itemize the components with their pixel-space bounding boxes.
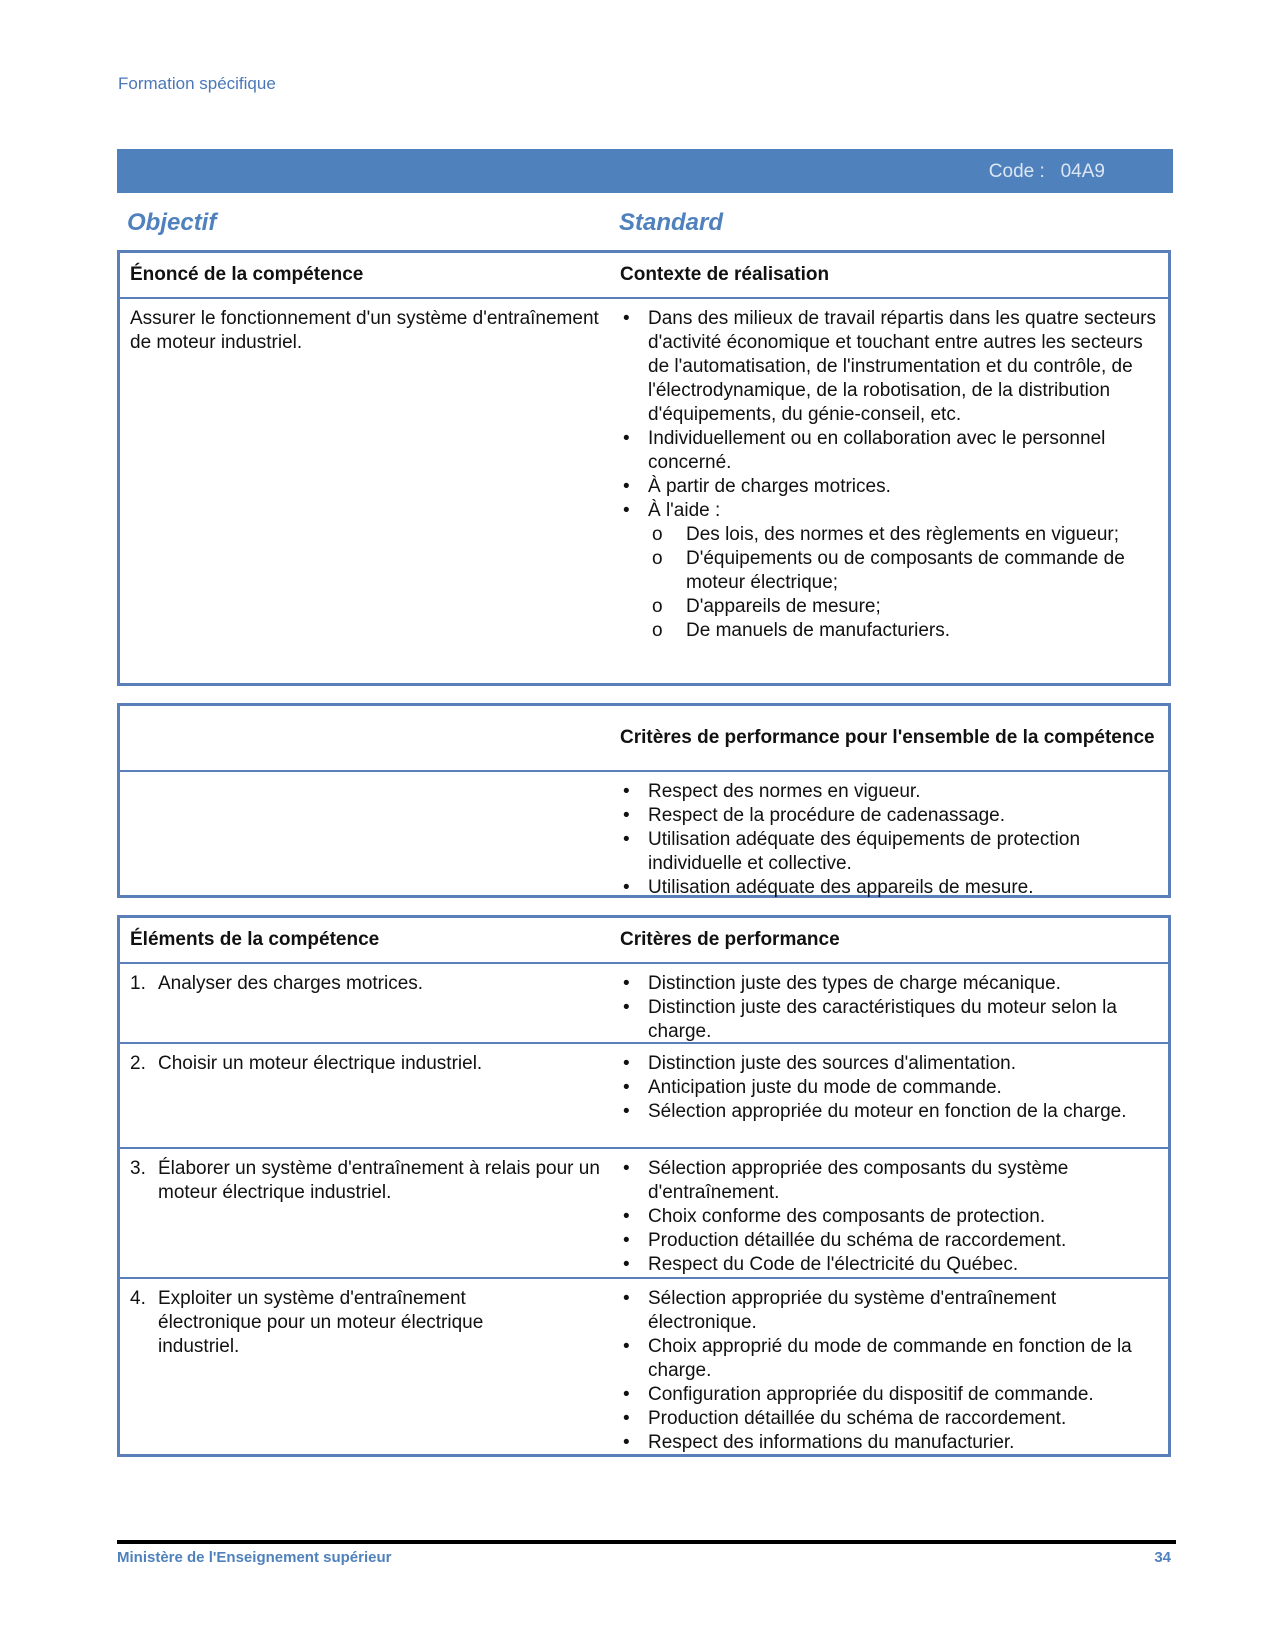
element-row [120, 1277, 1168, 1455]
context-item: • Individuellement ou en collaboration avec le personnel concerné. [620, 427, 1158, 475]
competence-body-row [120, 297, 1168, 649]
overall-criterion: • Utilisation adéquate des équipements de protection individuelle et collective. [620, 828, 1158, 876]
performance-criterion: • Production détaillée du schéma de raccordement. [620, 1407, 1158, 1431]
element-text: 2. Choisir un moteur électrique industriel. [130, 1053, 483, 1074]
performance-criterion: • Sélection appropriée du système d'entraînement électronique. [620, 1287, 1158, 1335]
code-bar [117, 149, 1173, 193]
performance-criterion: • Distinction juste des caractéristiques du moteur selon la charge. [620, 996, 1158, 1044]
element-row [120, 1147, 1168, 1277]
context-subitem: o Des lois, des normes et des règlements en vigueur; [648, 523, 1158, 547]
elements-header: Éléments de la compétence [130, 929, 380, 950]
performance-criterion: • Anticipation juste du mode de commande. [620, 1076, 1158, 1100]
context-subitem: o D'équipements ou de composants de commande de moteur électrique; [648, 547, 1158, 595]
statement-header: Énoncé de la compétence [130, 264, 364, 285]
performance-criterion: • Choix conforme des composants de protection. [620, 1205, 1158, 1229]
competency-code: Code : 04A9 [988, 161, 1105, 182]
performance-criterion: • Distinction juste des types de charge mécanique. [620, 972, 1158, 996]
overall-criteria-header-row [120, 706, 1168, 770]
competence-statement: Assurer le fonctionnement d'un système d'entraînement de moteur industriel. [130, 308, 599, 353]
elements-header-row [120, 918, 1168, 962]
section-standard: Standard [619, 209, 724, 236]
performance-criterion: • Choix approprié du mode de commande en fonction de la charge. [620, 1335, 1158, 1383]
overall-criteria-header: Critères de performance pour l'ensemble de la compétence [620, 727, 1155, 748]
context-item: • À partir de charges motrices. [620, 475, 1158, 499]
performance-criterion: • Respect des informations du manufacturier. [620, 1431, 1158, 1455]
element-text: 4. Exploiter un système d'entraînement électronique pour un moteur électrique industriel. [130, 1288, 484, 1357]
performance-header: Critères de performance [620, 929, 840, 950]
elements-table [117, 915, 1171, 1457]
context-item-label: À l'aide : [648, 500, 721, 521]
element-text: 3. Élaborer un système d'entraînement à relais pour un moteur électrique industriel. [130, 1158, 600, 1203]
footer-ministry: Ministère de l'Enseignement supérieur [117, 1549, 392, 1566]
page-number: 34 [1154, 1549, 1171, 1566]
context-list [620, 307, 1168, 643]
section-objectif: Objectif [127, 209, 217, 236]
context-sublist [648, 523, 1158, 643]
overall-criteria-table [117, 703, 1171, 898]
overall-criterion: • Utilisation adéquate des appareils de mesure. [620, 876, 1158, 900]
performance-criterion: • Sélection appropriée des composants du système d'entraînement. [620, 1157, 1158, 1205]
element-row [120, 962, 1168, 1042]
context-header: Contexte de réalisation [620, 264, 830, 285]
overall-criterion: • Respect des normes en vigueur. [620, 780, 1158, 804]
overall-criteria-list [620, 780, 1168, 900]
element-text: 1. Analyser des charges motrices. [130, 973, 424, 994]
context-subitem: o De manuels de manufacturiers. [648, 619, 1158, 643]
competence-header-row [120, 253, 1168, 297]
performance-criterion: • Configuration appropriée du dispositif de commande. [620, 1383, 1158, 1407]
performance-criterion: • Distinction juste des sources d'alimentation. [620, 1052, 1158, 1076]
context-item: • Dans des milieux de travail répartis dans les quatre secteurs d'activité économique et touchant entre autres les secteurs de l'automatisation, de l'instrumentation et du contrôle, de l'électrodynamique, de la robotisation, de la distribution d'équipements, du génie-conseil, etc. [620, 307, 1158, 427]
overall-criterion: • Respect de la procédure de cadenassage. [620, 804, 1158, 828]
performance-criterion: • Respect du Code de l'électricité du Québec. [620, 1253, 1158, 1277]
performance-criterion: • Sélection appropriée du moteur en fonction de la charge. [620, 1100, 1158, 1124]
program-header: Formation spécifique [118, 74, 276, 93]
footer-divider [117, 1540, 1176, 1544]
competence-table [117, 250, 1171, 686]
context-subitem: o D'appareils de mesure; [648, 595, 1158, 619]
performance-criterion: • Production détaillée du schéma de raccordement. [620, 1229, 1158, 1253]
context-item [620, 499, 1158, 643]
overall-criteria-body-row [120, 770, 1168, 900]
element-row [120, 1042, 1168, 1147]
